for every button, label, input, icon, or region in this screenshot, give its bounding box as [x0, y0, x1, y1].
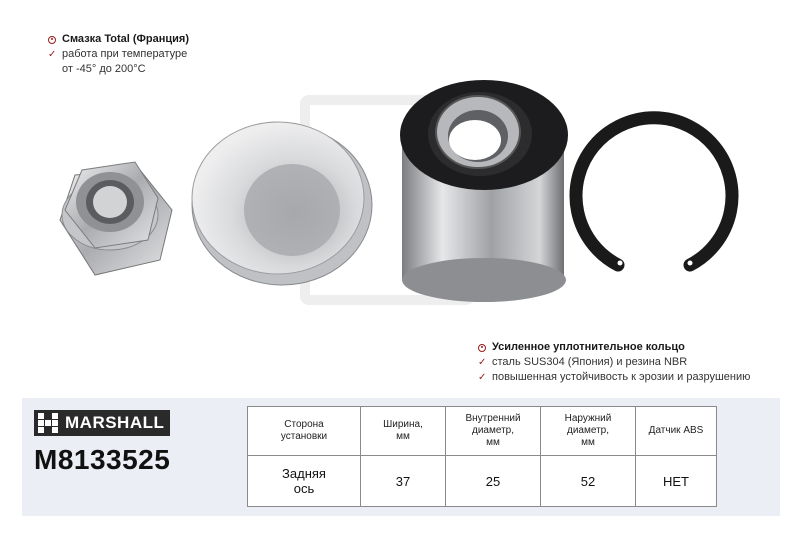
spec-table-header-row — [248, 407, 717, 456]
feature-note-seal — [478, 340, 750, 385]
spec-value-cell — [541, 456, 636, 507]
marshall-logo-icon — [38, 413, 60, 433]
feature-note-item-text: повышенная устойчивость к эрозии и разрушению — [492, 371, 751, 383]
product-image — [0, 70, 800, 370]
check-icon: ✓ — [48, 49, 57, 60]
circle-dot-icon — [478, 344, 486, 352]
spec-value-cell — [636, 456, 717, 507]
brand-name: MARSHALL — [65, 413, 165, 432]
feature-note-item — [48, 47, 189, 62]
spec-header-label: Датчик ABS — [648, 425, 704, 436]
feature-note-item-text: сталь SUS304 (Япония) и резина NBR — [492, 356, 688, 368]
spec-value: НЕТ — [663, 473, 689, 489]
spec-value: 25 — [485, 473, 501, 489]
circlip-ring — [576, 118, 732, 266]
spec-header-label: Ширина, мм — [383, 419, 423, 442]
spec-value-cell — [248, 456, 361, 507]
feature-note-line2: от -45° до 200°С — [62, 63, 146, 75]
spec-value: 37 — [395, 473, 411, 489]
part-number: M8133525 — [34, 444, 171, 475]
check-icon: ✓ — [478, 357, 487, 368]
feature-note-line1: работа при температуре — [62, 48, 188, 60]
feature-note-item — [478, 355, 750, 370]
feature-note-header — [48, 32, 189, 47]
wheel-bearing — [400, 80, 568, 302]
product-info-panel — [22, 398, 780, 516]
spec-table-value-row — [248, 456, 717, 507]
dust-cap — [192, 122, 372, 285]
circle-dot-icon — [48, 36, 56, 44]
spec-header-cell — [446, 407, 541, 456]
feature-note-title: Усиленное уплотнительное кольцо — [492, 341, 685, 353]
spec-header-label: Сторона установки — [280, 419, 328, 442]
feature-note-header — [478, 340, 750, 355]
hex-nut — [60, 162, 172, 275]
brand-logo — [34, 410, 170, 436]
spec-value-cell — [361, 456, 446, 507]
spec-header-label: Внутренний диаметр, мм — [465, 413, 521, 448]
check-icon: ✓ — [478, 372, 487, 383]
spec-header-label: Наружний диаметр, мм — [564, 413, 612, 448]
spec-value: 52 — [580, 473, 596, 489]
feature-note-item — [478, 370, 750, 385]
spec-header-cell — [636, 407, 717, 456]
feature-note-title: Смазка Total (Франция) — [62, 33, 189, 45]
spec-header-cell — [361, 407, 446, 456]
spec-value-cell — [446, 456, 541, 507]
spec-value: Задняя ось — [282, 466, 326, 496]
spec-header-cell — [541, 407, 636, 456]
spec-header-cell — [248, 407, 361, 456]
spec-table — [247, 406, 717, 507]
